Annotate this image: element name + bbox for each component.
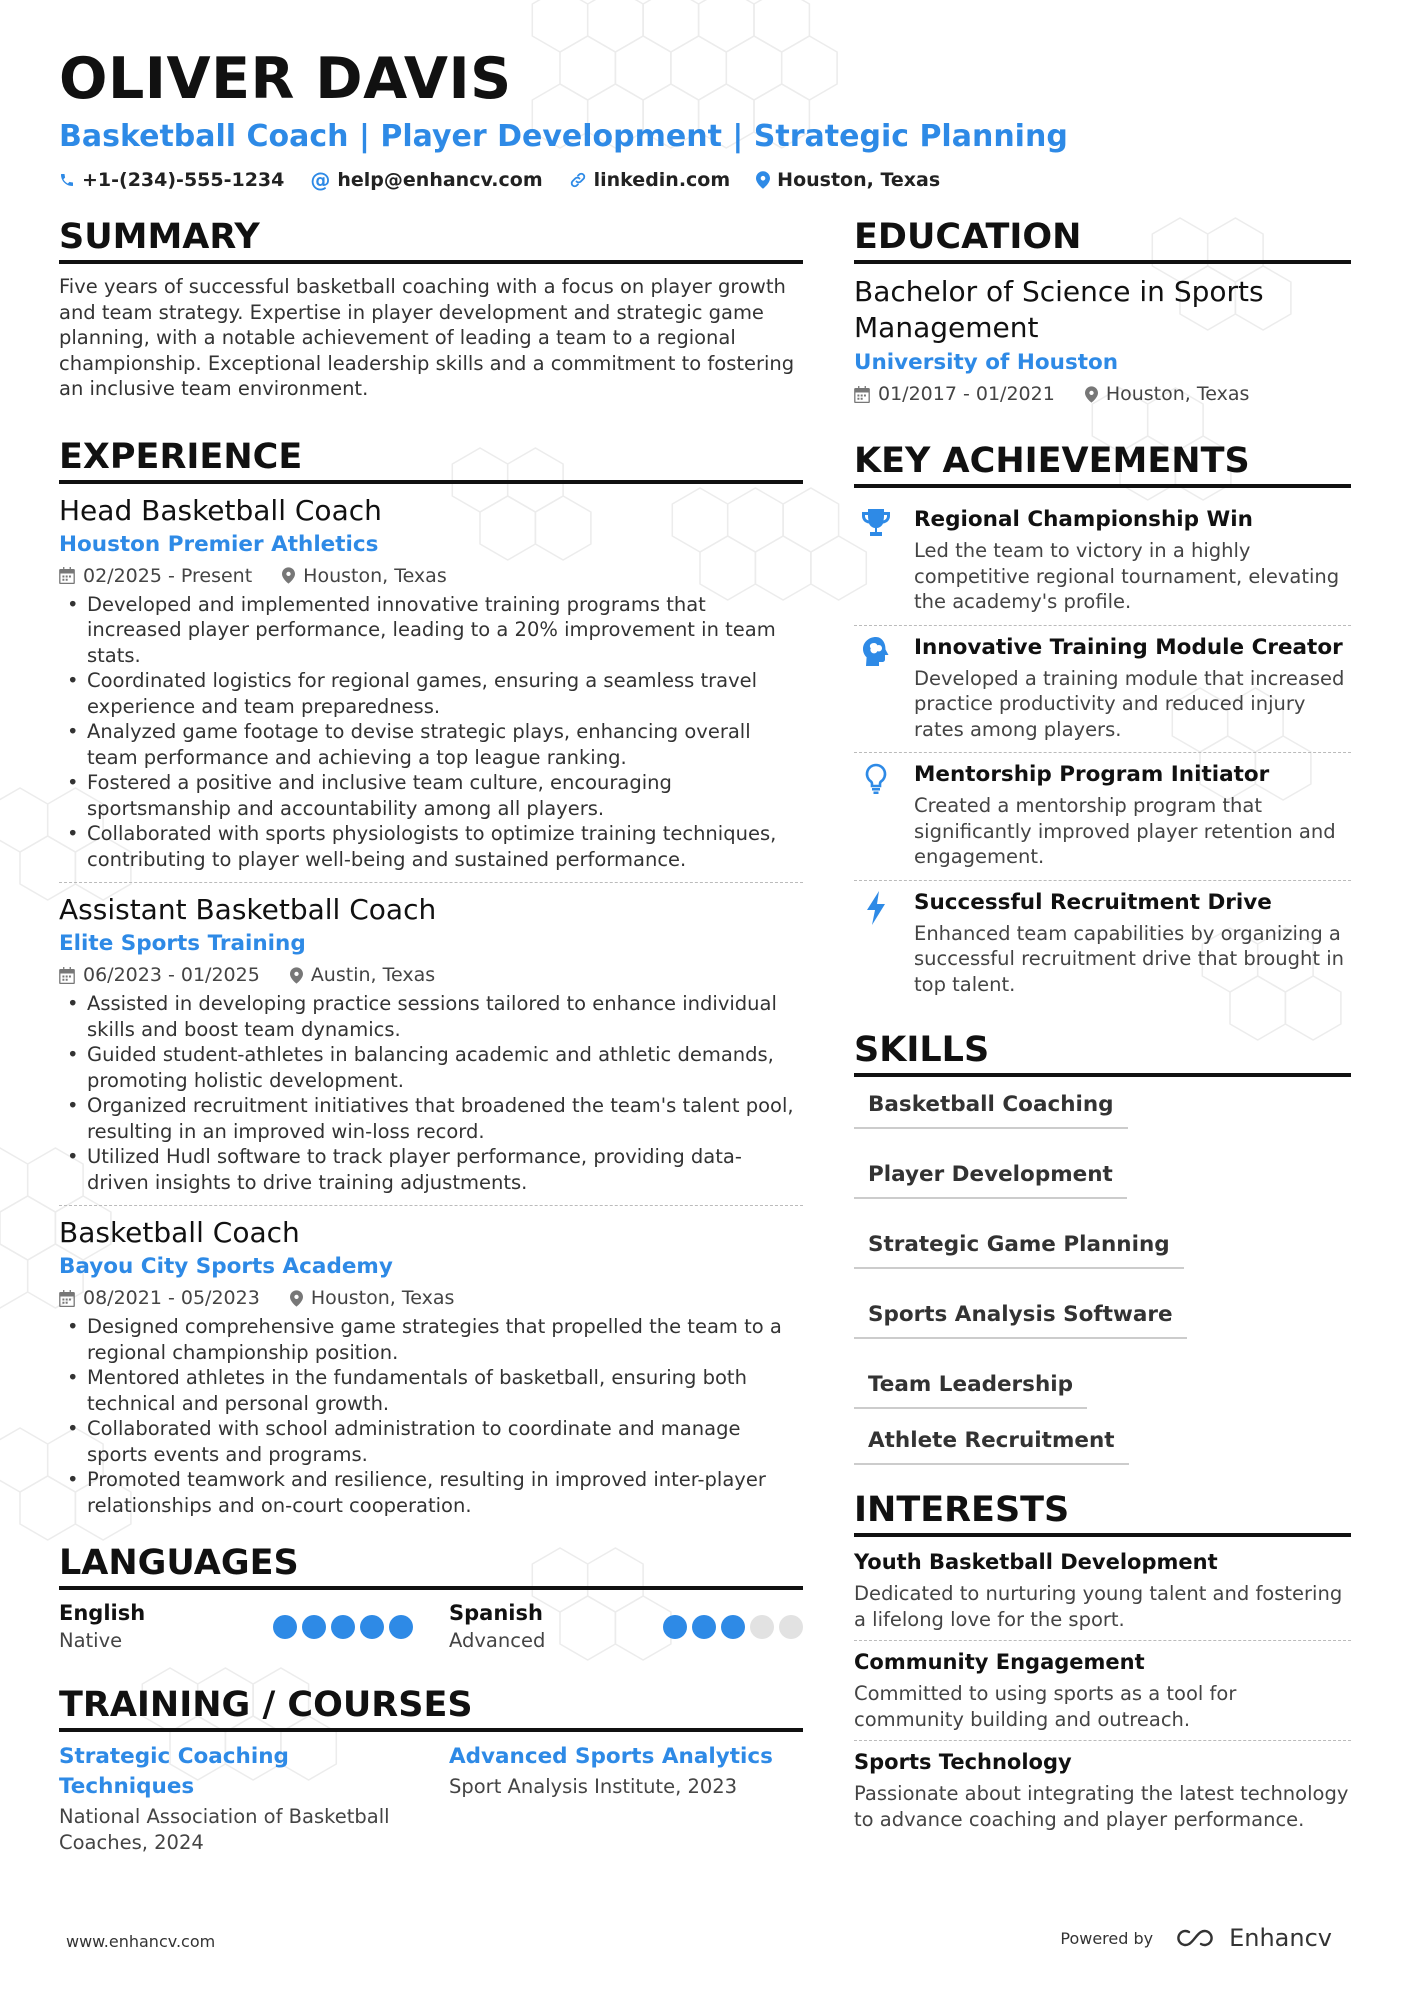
job-meta xyxy=(59,564,803,588)
phone-icon xyxy=(59,172,75,188)
achievement-title: Mentorship Program Initiator xyxy=(914,762,1270,787)
job-dates xyxy=(59,564,252,588)
job-bullet: • Collaborated with sports physiologists to optimize training techniques, contributing to player well-being and sustained performance. xyxy=(59,821,803,872)
job-entry xyxy=(59,882,803,1205)
at-icon: @ xyxy=(310,168,331,192)
summary-heading: SUMMARY xyxy=(59,216,803,264)
language-item xyxy=(449,1600,803,1654)
education-dates-text: 01/2017 - 01/2021 xyxy=(878,383,1055,405)
language-item xyxy=(59,1600,413,1654)
interest-title: Community Engagement xyxy=(854,1650,1145,1674)
interest-desc: Dedicated to nurturing young talent and fostering a lifelong love for the sport. xyxy=(854,1582,1343,1631)
job-dates-text: 08/2021 - 05/2023 xyxy=(83,1287,260,1309)
achievement-desc: Created a mentorship program that significantly improved player retention and engagement. xyxy=(914,794,1336,868)
job-location xyxy=(290,963,435,987)
job-bullet: • Utilized Hudl software to track player performance, providing data-driven insights to drive training adjustments. xyxy=(59,1144,803,1195)
language-level: Advanced xyxy=(449,1629,546,1652)
interest-title: Sports Technology xyxy=(854,1750,1072,1774)
left-column xyxy=(59,216,803,1856)
language-name: English xyxy=(59,1601,146,1625)
interests-heading: INTERESTS xyxy=(854,1489,1351,1537)
languages-heading: LANGUAGES xyxy=(59,1542,803,1590)
link-icon xyxy=(569,171,587,189)
job-bullet: • Mentored athletes in the fundamentals of basketball, ensuring both technical and personal growth. xyxy=(59,1365,803,1416)
interest-desc: Committed to using sports as a tool for community building and outreach. xyxy=(854,1682,1237,1731)
skills-list xyxy=(854,1087,1351,1465)
skills-heading: SKILLS xyxy=(854,1029,1351,1077)
location-pin-icon xyxy=(290,1290,303,1307)
contact-linkedin[interactable] xyxy=(569,169,731,191)
rating-dot-filled xyxy=(663,1615,687,1639)
job-bullet: • Analyzed game footage to devise strategic plays, enhancing overall team performance and achieving a top league ranking. xyxy=(59,719,803,770)
language-name: Spanish xyxy=(449,1601,543,1625)
languages-section xyxy=(59,1542,803,1654)
job-bullet: • Collaborated with school administration to coordinate and manage sports events and programs. xyxy=(59,1416,803,1467)
interest-item xyxy=(854,1740,1351,1840)
contact-location-text: Houston, Texas xyxy=(777,169,941,191)
achievement-title: Innovative Training Module Creator xyxy=(914,634,1343,660)
rating-dot-filled xyxy=(692,1615,716,1639)
achievements-section xyxy=(854,440,1351,1007)
interest-item xyxy=(854,1547,1351,1640)
skill-tag: Player Development xyxy=(854,1157,1127,1199)
contact-location xyxy=(756,169,940,191)
achievement-item xyxy=(854,752,1351,880)
achievement-desc: Enhanced team capabilities by organizing a successful recruitment drive that brought in top talent. xyxy=(914,921,1345,996)
calendar-icon xyxy=(59,967,75,984)
contact-email[interactable] xyxy=(310,168,542,192)
experience-section xyxy=(59,436,803,1529)
contact-bar xyxy=(59,168,1359,192)
contact-email-text: help@enhancv.com xyxy=(337,169,543,191)
job-title: Basketball Coach xyxy=(59,1216,300,1249)
rating-dot-filled xyxy=(721,1615,745,1639)
interests-section xyxy=(854,1489,1351,1840)
summary-text: Five years of successful basketball coaching with a focus on player growth and team strategy. Expertise in player development and strategic game planning, with a notable achievement of leading a team to a regional championship. Exceptional leadership skills and a commitment to fostering an inclusive team environment. xyxy=(59,275,795,400)
brand-logo xyxy=(1175,1924,1332,1952)
achievement-title: Regional Championship Win xyxy=(914,507,1253,532)
job-dates xyxy=(59,1286,260,1310)
job-bullet: • Developed and implemented innovative training programs that increased player performance, leading to a 20% improvement in team stats. xyxy=(59,592,803,669)
achievement-item xyxy=(854,880,1351,1008)
calendar-icon xyxy=(854,386,870,403)
job-dates-text: 02/2025 - Present xyxy=(83,564,253,587)
job-bullet: • Fostered a positive and inclusive team culture, encouraging sportsmanship and accountability among all players. xyxy=(59,770,803,821)
rating-dot-filled xyxy=(331,1615,355,1639)
achievement-title: Successful Recruitment Drive xyxy=(914,889,1272,915)
summary-section xyxy=(59,216,803,402)
job-entry xyxy=(59,1205,803,1528)
job-title: Head Basketball Coach xyxy=(59,493,382,527)
language-level: Native xyxy=(59,1629,123,1652)
school: University of Houston xyxy=(854,350,1119,375)
language-rating xyxy=(273,1615,413,1639)
job-location-text: Houston, Texas xyxy=(303,564,447,587)
course-title: Strategic Coaching Techniques xyxy=(59,1744,289,1799)
job-bullet: • Coordinated logistics for regional games, ensuring a seamless travel experience and team preparedness. xyxy=(59,668,803,719)
rating-dot-filled xyxy=(360,1615,384,1639)
education-location-text: Houston, Texas xyxy=(1105,383,1250,405)
footer-website[interactable]: www.enhancv.com xyxy=(66,1932,216,1951)
job-meta xyxy=(59,963,803,987)
job-bullets xyxy=(59,991,803,1195)
job-bullets xyxy=(59,592,803,873)
skills-section xyxy=(854,1029,1351,1465)
job-location xyxy=(290,1286,455,1310)
degree: Bachelor of Science in Sports Management xyxy=(854,275,1264,344)
brand-name: Enhancv xyxy=(1229,1924,1332,1952)
job-dates xyxy=(59,963,260,987)
lightning-icon xyxy=(854,889,898,998)
training-section xyxy=(59,1684,803,1856)
contact-phone[interactable] xyxy=(59,169,284,191)
achievement-desc: Developed a training module that increased practice productivity and reduced injury rates among players. xyxy=(914,666,1345,741)
skill-tag: Athlete Recruitment xyxy=(854,1423,1129,1465)
education-section xyxy=(854,216,1351,406)
job-location-text: Austin, Texas xyxy=(310,964,436,986)
job-company: Bayou City Sports Academy xyxy=(59,1254,393,1279)
experience-heading: EXPERIENCE xyxy=(59,436,803,484)
courses-list xyxy=(59,1742,803,1856)
course-item xyxy=(59,1742,413,1856)
calendar-icon xyxy=(59,567,75,584)
location-pin-icon xyxy=(756,171,770,189)
job-bullet: • Assisted in developing practice sessions tailored to enhance individual skills and boost team dynamics. xyxy=(59,991,803,1042)
education-location xyxy=(1085,382,1250,406)
location-pin-icon xyxy=(1085,386,1098,403)
course-item xyxy=(449,1742,803,1856)
course-org: Sport Analysis Institute, 2023 xyxy=(449,1775,738,1798)
contact-phone-text: +1-(234)-555-1234 xyxy=(82,169,285,191)
achievement-item xyxy=(854,625,1351,753)
location-pin-icon xyxy=(290,967,303,984)
job-meta xyxy=(59,1286,803,1310)
course-title: Advanced Sports Analytics xyxy=(449,1744,773,1769)
candidate-title: Basketball Coach | Player Development | Strategic Planning xyxy=(59,119,1068,154)
skill-tag: Sports Analysis Software xyxy=(854,1297,1187,1339)
rating-dot-empty xyxy=(779,1615,803,1639)
job-bullets xyxy=(59,1314,803,1518)
calendar-icon xyxy=(59,1290,75,1307)
job-dates-text: 06/2023 - 01/2025 xyxy=(83,964,260,986)
language-rating xyxy=(663,1615,803,1639)
interest-desc: Passionate about integrating the latest technology to advance coaching and player performance. xyxy=(854,1782,1349,1831)
skill-tag: Team Leadership xyxy=(854,1367,1087,1409)
powered-by-text: Powered by xyxy=(1060,1928,1154,1948)
job-company: Houston Premier Athletics xyxy=(59,531,379,557)
education-dates xyxy=(854,382,1055,406)
skill-tag: Strategic Game Planning xyxy=(854,1227,1184,1269)
training-heading: TRAINING / COURSES xyxy=(59,1684,803,1732)
location-pin-icon xyxy=(282,567,295,584)
enhancv-logo-icon xyxy=(1175,1927,1221,1949)
languages-list xyxy=(59,1600,803,1654)
lightbulb-icon xyxy=(854,761,898,870)
job-title: Assistant Basketball Coach xyxy=(59,893,437,926)
trophy-icon xyxy=(854,506,898,615)
contact-linkedin-text: linkedin.com xyxy=(593,169,731,191)
achievement-desc: Led the team to victory in a highly competitive regional tournament, elevating the academy's profile. xyxy=(914,539,1340,613)
job-location-text: Houston, Texas xyxy=(310,1287,455,1309)
education-meta xyxy=(854,382,1351,406)
rating-dot-filled xyxy=(389,1615,413,1639)
achievement-item xyxy=(854,498,1351,625)
job-entry xyxy=(59,494,803,883)
candidate-name: OLIVER DAVIS xyxy=(59,46,512,112)
skill-tag: Basketball Coaching xyxy=(854,1087,1128,1129)
education-heading: EDUCATION xyxy=(854,216,1351,264)
rating-dot-filled xyxy=(273,1615,297,1639)
job-bullet: • Organized recruitment initiatives that broadened the team's talent pool, resulting in an improved win-loss record. xyxy=(59,1093,803,1144)
rating-dot-filled xyxy=(302,1615,326,1639)
job-bullet: • Designed comprehensive game strategies that propelled the team to a regional championship position. xyxy=(59,1314,803,1365)
job-location xyxy=(282,564,447,588)
rating-dot-empty xyxy=(750,1615,774,1639)
job-bullet: • Guided student-athletes in balancing academic and athletic demands, promoting holistic development. xyxy=(59,1042,803,1093)
footer-branding[interactable] xyxy=(1060,1924,1332,1952)
interest-title: Youth Basketball Development xyxy=(854,1550,1218,1574)
right-column xyxy=(854,216,1351,1840)
job-bullet: • Promoted teamwork and resilience, resulting in improved inter-player relationships and on-court cooperation. xyxy=(59,1467,803,1518)
job-company: Elite Sports Training xyxy=(59,931,306,956)
brain-icon xyxy=(854,634,898,743)
course-org: National Association of Basketball Coaches, 2024 xyxy=(59,1805,390,1854)
achievements-heading: KEY ACHIEVEMENTS xyxy=(854,440,1351,488)
interest-item xyxy=(854,1640,1351,1740)
resume-header xyxy=(59,46,1359,192)
